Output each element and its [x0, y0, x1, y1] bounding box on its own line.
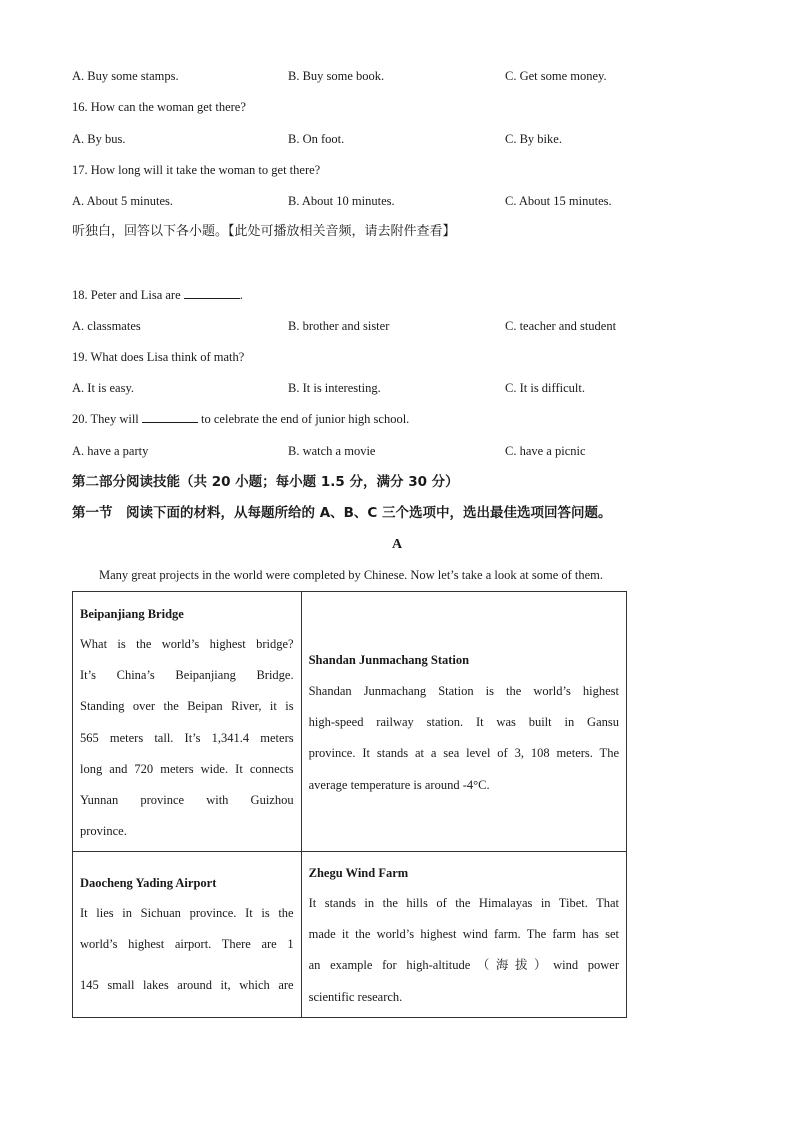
q20-answer-blank — [142, 411, 198, 423]
cell-zhegu-wind-farm — [301, 852, 626, 1018]
daocheng-body — [80, 898, 294, 1002]
part2-heading: 第二部分阅读技能（共 20 小题；每小题 1.5 分，满分 30 分） — [72, 474, 459, 490]
shandan-line: Shandan Junmachang Station is the world’s highest — [308, 684, 619, 698]
q15-option-b: B. Buy some book. — [288, 69, 385, 83]
q16-question: 16. How can the woman get there? — [72, 100, 246, 114]
q15-option-c: C. Get some money. — [505, 69, 607, 83]
beipanjiang-line: It’s China’s Beipanjiang Bridge. — [80, 668, 294, 683]
q17-option-a: A. About 5 minutes. — [72, 194, 174, 208]
cell-beipanjiang-bridge — [73, 592, 302, 852]
q18-option-b: B. brother and sister — [288, 319, 390, 333]
shandan-line: province. It stands at a sea level of 3, 108 meters. The — [308, 746, 619, 761]
beipanjiang-line: 565 meters tall. It’s 1,341.4 meters — [80, 730, 294, 745]
beipanjiang-line: Standing over the Beipan River, it is — [80, 699, 294, 714]
q19-question: 19. What does Lisa think of math? — [72, 350, 245, 364]
shandan-title: Shandan Junmachang Station — [308, 653, 470, 667]
beipanjiang-line: long and 720 meters wide. It connects — [80, 761, 294, 776]
passage-label: A — [391, 537, 403, 552]
beipanjiang-body — [80, 629, 294, 847]
q16-option-c: C. By bike. — [505, 132, 562, 146]
daocheng-title: Daocheng Yading Airport — [80, 876, 217, 890]
q18-option-a: A. classmates — [72, 319, 141, 333]
q17-question: 17. How long will it take the woman to get there? — [72, 163, 321, 177]
shandan-line: high-speed railway station. It was built in Gansu — [308, 715, 619, 730]
q18-question-suffix: . — [239, 288, 243, 302]
shandan-line: average temperature is around -4°C. — [308, 777, 490, 792]
daocheng-line: world’s highest airport. There are 1 — [80, 937, 294, 952]
projects-table — [72, 591, 627, 1018]
beipanjiang-line: Yunnan province with Guizhou — [80, 793, 294, 808]
q16-option-b: B. On foot. — [288, 132, 345, 146]
zhegu-line: It stands in the hills of the Himalayas in Tibet. That — [308, 896, 619, 910]
q19-option-b: B. It is interesting. — [288, 381, 381, 395]
q18-answer-blank — [184, 287, 240, 299]
zhegu-line: an example for high-altitude（海拔）wind power — [308, 958, 619, 973]
q20-question — [72, 411, 409, 427]
q20-option-c: C. have a picnic — [505, 444, 586, 458]
cell-daocheng-airport — [73, 852, 302, 1018]
q17-option-c: C. About 15 minutes. — [505, 194, 612, 208]
zhegu-body — [309, 888, 619, 1013]
monologue-instruction: 听独白，回答以下各小题。【此处可播放相关音频，请去附件查看】 — [72, 224, 456, 239]
daocheng-line: It lies in Sichuan province. It is the — [80, 906, 294, 920]
q19-option-a: A. It is easy. — [72, 381, 135, 395]
q15-option-a: A. Buy some stamps. — [72, 69, 179, 83]
beipanjiang-line: province. — [80, 824, 127, 839]
shandan-body — [309, 676, 619, 801]
q20-option-a: A. have a party — [72, 444, 149, 458]
q18-question — [72, 287, 243, 303]
passage-intro: Many great projects in the world were completed by Chinese. Now let’s take a look at some of them. — [99, 568, 604, 582]
q19-option-c: C. It is difficult. — [505, 381, 585, 395]
beipanjiang-line: What is the world’s highest bridge? — [80, 637, 294, 651]
q20-question-suffix: to celebrate the end of junior high school. — [201, 412, 410, 426]
beipanjiang-title: Beipanjiang Bridge — [80, 607, 184, 621]
zhegu-line: scientific research. — [308, 989, 403, 1004]
q18-question-prefix: 18. Peter and Lisa are — [72, 288, 181, 302]
cell-shandan-station — [301, 592, 626, 852]
daocheng-line: 145 small lakes around it, which are — [80, 978, 294, 993]
q16-option-a: A. By bus. — [72, 132, 126, 146]
zhegu-title: Zhegu Wind Farm — [308, 866, 409, 880]
zhegu-line: made it the world’s highest wind farm. The farm has set — [308, 927, 619, 942]
q20-option-b: B. watch a movie — [288, 444, 376, 458]
q17-option-b: B. About 10 minutes. — [288, 194, 395, 208]
q18-option-c: C. teacher and student — [505, 319, 617, 333]
section1-heading: 第一节 阅读下面的材料，从每题所给的 A、B、C 三个选项中，选出最佳选项回答问题。 — [72, 505, 612, 521]
q20-question-prefix: 20. They will — [72, 412, 139, 426]
